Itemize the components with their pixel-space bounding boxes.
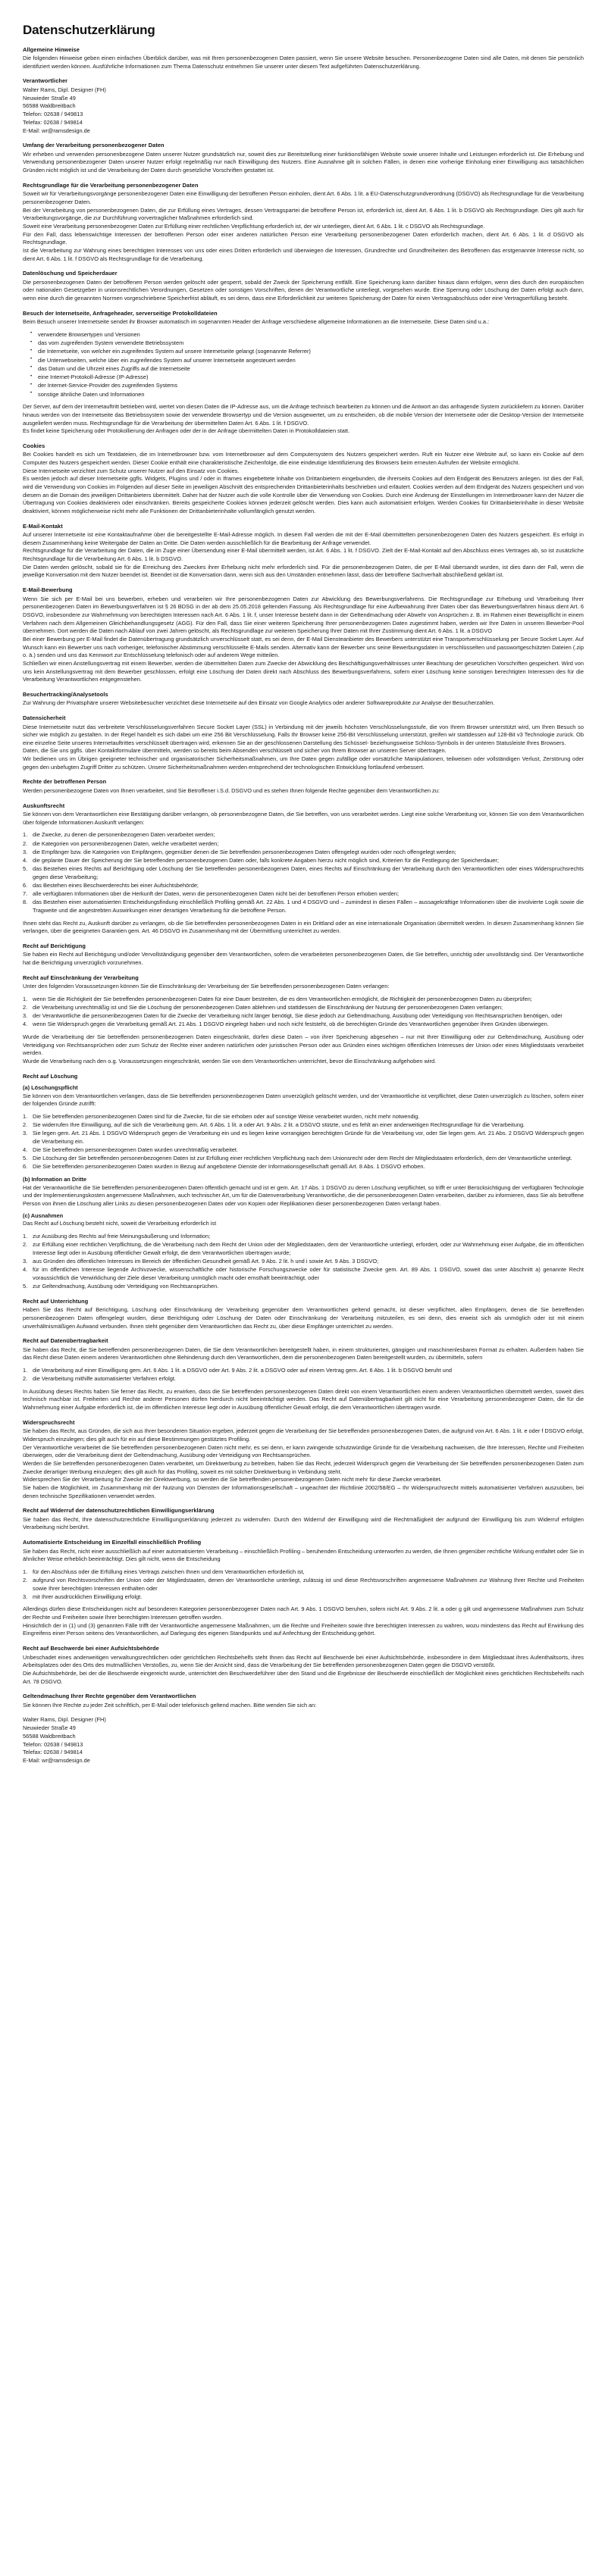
list-item: aus Gründen des öffentlichen Interesses im Bereich der öffentlichen Gesundheit gemäß Art. 9 Abs. 2 lit. h und i sowie Art. 9 Abs. 3 DSGVO; [33,1258,379,1265]
section-heading: Recht auf Einschränkung der Verarbeitung [23,974,139,981]
section-heading: Rechte der betroffenen Person [23,778,107,786]
section-paragraph: Widersprechen Sie der Verarbeitung für Zwecke der Direktwerbung, so werden die Sie betreffenden personenbezogenen Daten nicht mehr für diese Zwecke verarbeitet. [23,1476,442,1483]
section-paragraph: Diese Internetseite nutzt das verbreitete Verschlüsselungsverfahren Secure Socket Layer (SSL) in Verbindung mit der jeweils höchsten Verschlüsselungsstufe, die von Ihrem Browser unterstützt wird, um Ihren Besuch so sicher wie möglich zu gestalten. In der Regel handelt es sich dabei um eine 256 Bit Verschlüsselung. Falls Ihr Browser keine 256-Bit Verschlüsselung unterstützt, greifen wir stattdessen auf 128-Bit v3 Technologie zurück. Ob eine einzelne Seite unseres Internetauftrittes verschlüsselt übertragen wird, erkennen Sie an der geschlossenen Darstellung des Schüssel- beziehungsweise Schloss-Symbols in der unteren Statusleiste Ihres Browsers. [23,723,584,746]
section-paragraph: Sie haben ein Recht auf Berichtigung und/oder Vervollständigung gegenüber dem Verantwortlichen, sofern die verarbeiteten personenbezogenen Daten, die Sie betreffen, unrichtig oder unvollständig sind. Der Verantwortliche hat die Berichtigung unverzüglich vorzunehmen. [23,951,584,966]
section-heading: Datenlöschung und Speicherdauer [23,270,118,277]
responsible-city: 56588 Waldbreitbach [23,102,76,110]
section-beschwerde-aufsicht [23,1645,584,1686]
section-heading: Besuch der Internetseite, Anfrageheader, serverseitige Protokolldateien [23,309,218,317]
section-paragraph: Der Server, auf dem der Internetauftritt betrieben wird, wertet von diesen Daten die IP-Adresse aus, um die Anfrage technisch bearbeiten zu können und die Antwort an das anfragende System zurückliefern zu können. Darüber hinaus werden von der Internetseite das Betriebssystem sowie der verwendete Browsertyp und die Version ausgewertet, um zu entscheiden, ob die mobile Version der Internetseite oder die Desktop-Version der Internetseite ausgeliefert werden muss. Rechtsgrundlage für die Verarbeitung der übermittelten Daten Art. 6 Abs. 1 lit. f DSGVO. [23,403,584,427]
responsible-name: Walter Rams, Dipl. Designer (FH) [23,86,106,93]
section-allgemeine-hinweise [23,46,584,71]
section-paragraph: Sie haben das Recht, Ihre datenschutzrechtliche Einwilligungserklärung jederzeit zu widerrufen. Durch den Widerruf der Einwilligung wird die Rechtmäßigkeit der aufgrund der Einwilligung bis zum Widerruf erfolgten Verarbeitung nicht berührt. [23,1515,584,1531]
list-item: wenn Sie die Richtigkeit der Sie betreffenden personenbezogenen Daten für eine Dauer bestreiten, die es dem Verantwortlichen ermöglicht, die Richtigkeit der personenbezogenen Daten zu überprüfen; [33,995,532,1002]
data-collected-list [23,331,584,399]
section-geltendmachung [23,1693,584,1709]
datenuebertragbarkeit-list [23,1367,584,1383]
contact-city: 56588 Waldbreitbach [23,1732,76,1740]
section-heading: Rechtsgrundlage für die Verarbeitung personenbezogener Daten [23,181,199,189]
section-paragraph: Das Recht auf Löschung besteht nicht, soweit die Verarbeitung erforderlich ist [23,1220,217,1227]
section-paragraph: Daten, die Sie uns ggfls. über Kontaktformulare übermitteln, werden so bereits beim Absenden verschlüsselt und sicher von Ihrem Browser an unseren Server übertragen. [23,747,447,755]
list-item: Sie legen gem. Art. 21 Abs. 1 DSGVO Widerspruch gegen die Verarbeitung ein und es liegen keine vorrangigen berechtigten Gründe für die Verarbeitung vor, oder Sie legen gem. Art. 21 Abs. 2 DSGVO Widerspruch gegen die Verarbeitung ein. [33,1130,584,1146]
list-item: mit Ihrer ausdrücklichen Einwilligung erfolgt. [33,1593,143,1600]
ausnahmen-list [23,1233,584,1291]
subsection-label-ausnahmen: (c) Ausnahmen [23,1211,64,1219]
section-heading: Umfang der Verarbeitung personenbezogener Daten [23,142,165,149]
section-paragraph: Die Daten werden gelöscht, sobald sie für die Erreichung des Zweckes ihrer Erhebung nicht mehr erforderlich sind. Für die personenbezogenen Daten, die per E-Mail übersandt wurden, ist dies dann der Fall, wenn die jeweilige Konversation mit dem Nutzer beendet ist. Beendet ist die Konversation dann, wenn sich aus den Umständen entnehmen lässt, dass der betroffene Sachverhalt abschließend geklärt ist. [23,563,584,579]
page-title: Datenschutzerklärung [23,23,155,37]
section-recht-loeschung [23,1073,584,1291]
section-paragraph: Ihnen steht das Recht zu, Auskunft darüber zu verlangen, ob die Sie betreffenden personenbezogenen Daten in ein Drittland oder an eine internationale Organisation übermittelt werden. In diesem Zusammenhang können Sie verlangen, über die geeigneten Garantien gem. Art. 46 DSGVO im Zusammenhang mit der Übermittlung unterrichtet zu werden. [23,919,584,935]
list-item: • verwendete Browsertypen und Versionen [30,331,584,339]
list-item: das Bestehen eines Rechts auf Berichtigung oder Löschung der Sie betreffenden personenbezogenen Daten, eines Rechts auf Einschränkung der Verarbeitung durch den Verantwortlichen oder eines Widerspruchsrechts gegen diese Verarbeitung; [33,865,584,880]
section-besuchertracking [23,691,584,708]
section-heading: Allgemeine Hinweise [23,45,80,53]
einschraenkung-list [23,996,584,1029]
section-heading: Geltendmachung Ihrer Rechte gegenüber dem Verantwortlichen [23,1693,196,1700]
section-paragraph: Für den Fall, dass lebenswichtige Interessen der betroffenen Person oder einer anderen natürlichen Person eine Verarbeitung personenbezogener Daten erforderlich machen, dient Art. 6 Abs. 1 lit. d DSGVO als Rechtsgrundlage. [23,230,584,246]
subsection-label-loeschungspflicht: (a) Löschungspflicht [23,1084,78,1092]
section-cookies [23,442,584,516]
section-paragraph: Wir bedienen uns im Übrigen geeigneter technischer und organisatorischer Sicherheitsmaßnahmen, um Ihre Daten gegen zufällige oder vorsätzliche Manipulationen, teilweisen oder vollständigen Verlust, Zerstörung oder gegen den unbefugten Zugriff Dritter zu schützen. Unsere Sicherheitsmaßnahmen werden entsprechend der technologischen Entwicklung fortlaufend verbessert. [23,755,584,771]
list-item: zur Ausübung des Rechts auf freie Meinungsäußerung und Information; [33,1233,211,1240]
section-heading: Datensicherheit [23,714,66,721]
contact-name: Walter Rams, Dipl. Designer (FH) [23,1716,106,1724]
section-automatisierte-entscheidung [23,1539,584,1638]
section-paragraph: In Ausübung dieses Rechts haben Sie ferner das Recht, zu erwirken, dass die Sie betreffenden personenbezogenen Daten direkt von einem Verantwortlichen einem anderen Verantwortlichen übermittelt werden, soweit dies technisch machbar ist. Freiheiten und Rechte anderer Personen dürfen hierdurch nicht beeinträchtigt werden. Das Recht auf Datenübertragbarkeit gilt nicht für eine Verarbeitung personenbezogener Daten, die für die Wahrnehmung einer Aufgabe erforderlich ist, die im öffentlichen Interesse liegt oder in Ausübung öffentlicher Gewalt erfolgt, die dem Verantwortlichen übertragen wurde. [23,1387,584,1411]
section-paragraph: Sie können von dem Verantwortlichen verlangen, dass die Sie betreffenden personenbezogenen Daten unverzüglich gelöscht werden, und der Verantwortliche ist verpflichtet, diese Daten unverzüglich zu löschen, sofern einer der folgenden Gründe zutrifft: [23,1092,584,1108]
list-item: • das vom zugreifenden System verwendete Betriebssystem [30,339,584,348]
section-email-bewerbung [23,586,584,684]
list-item: Sie widerrufen Ihre Einwilligung, auf die sich die Verarbeitung gem. Art. 6 Abs. 1 lit. a oder Art. 9 Abs. 2 lit. a DSGVO stützte, und es fehlt an einer anderweitigen Rechtsgrundlage für die Verarbeitung. [33,1121,525,1129]
section-paragraph: Wurde die Verarbeitung der Sie betreffenden personenbezogenen Daten eingeschränkt, dürfen diese Daten – von ihrer Speicherung abgesehen – nur mit Ihrer Einwilligung oder zur Geltendmachung, Ausübung oder Verteidigung von Rechtsansprüchen oder zum Schutz der Rechte einer anderen natürlichen oder juristischen Person oder aus Gründen eines wichtigen öffentlichen Interesses der Union oder eines Mitgliedstaats verarbeitet werden. [23,1033,584,1057]
contact-street: Neuwieder Straße 49 [23,1724,76,1732]
list-item: die Empfänger bzw. die Kategorien von Empfängern, gegenüber denen die Sie betreffenden personenbezogenen Daten offengelegt wurden oder noch offengelegt werden; [33,848,456,855]
section-verantwortlicher [23,77,584,135]
responsible-email[interactable]: E-Mail: wr@ramsdesign.de [23,127,90,134]
section-heading: Recht auf Widerruf der datenschutzrechtlichen Einwilligungserklärung [23,1507,215,1515]
section-paragraph: Es werden jedoch auf dieser Internetseite ggfls. Widgets, Plugins und / oder in Iframes eingebettete Inhalte von Drittanbietern eingebunden, die ihrerseits Cookies auf dem Endgerät des Benutzers anlegen. Ist dies der Fall, wird die Verwendung von Cookies im Folgenden auf dieser Seite im jeweiligen Abschnitt des entsprechenden Drittanbieterinhalts beschrieben und erläutert. Cookies werden auf dem Endgerät des Nutzers gespeichert und von diesem an die Domain des jeweiligen Drittanbieters übermittelt. Daher hat der Nutzer auch die volle Kontrolle über die Verwendung von Cookies. Durch eine Änderung der Einstellungen im Internetbrowser kann der Nutzer die Übertragung von Cookies deaktivieren oder einschränken. Bereits gespeicherte Cookies können jederzeit gelöscht werden. Dies kann auch automatisiert erfolgen. Werden Cookies für Drittanbieterinhalte in dieser Website deaktiviert, können möglicherweise nicht mehr alle Funktionen der Drittanbieterinhalte vollumfänglich genutzt werden. [23,475,584,514]
section-paragraph: Bei einer Bewerbung per E-Mail findet die Datenübertragung grundsätzlich unverschlüsselt statt, es sei denn, der E-Mail Diensteanbieter des Bewerbers unterstützt eine Transportverschlüsselung per Secure Socket Layer. Auf Wunsch kann ein Bewerber uns nach vorheriger, telefonischer Abstimmung verschlüsselte E-Mails senden. Alternativ kann der Bewerber uns seine Bewerbungsdaten in verschlüsselten und passwortgeschützten Dateien (.zip o. ä.) senden und uns das Kennwort zur Entschlüsselung telefonisch oder auf anderem Wege mitteilen. [23,635,584,659]
section-widerruf-einwilligung [23,1507,584,1532]
section-auskunftsrecht [23,802,584,936]
list-item: die Verarbeitung auf einer Einwilligung gem. Art. 6 Abs. 1 lit. a DSGVO oder Art. 9 Abs. 2 lit. a DSGVO oder auf einem Vertrag gem. Art. 6 Abs. 1 lit. b DSGVO beruht und [33,1366,452,1374]
section-heading: Recht auf Beschwerde bei einer Aufsichtsbehörde [23,1645,159,1652]
responsible-street: Neuwieder Straße 49 [23,94,76,102]
section-datensicherheit [23,714,584,771]
list-item: für im öffentlichen Interesse liegende Archivzwecke, wissenschaftliche oder historische Forschungszwecke oder für statistische Zwecke gem. Art. 89 Abs. 1 DSGVO, soweit das unter Abschnitt a) genannte Recht voraussichtlich die Verwirklichung der Ziele dieser Verarbeitung unmöglich macht oder ernsthaft beeinträchtigt, oder [33,1266,584,1281]
automatisierte-entscheidung-list [23,1568,584,1602]
list-item: der Verantwortliche die personenbezogenen Daten für die Zwecke der Verarbeitung nicht länger benötigt, Sie diese jedoch zur Geltendmachung, Ausübung oder Verteidigung von Rechtsansprüchen benötigen, oder [33,1012,563,1020]
section-heading: E-Mail-Bewerbung [23,586,73,594]
section-paragraph: Sie können Ihre Rechte zu jeder Zeit schriftlich, per E-Mail oder telefonisch geltend machen. Bitte wenden Sie sich an: [23,1701,317,1708]
list-item: das Bestehen einer automatisierten Entscheidungsfindung einschließlich Profiling gemäß Art. 22 Abs. 1 und 4 DSGVO und – zumindest in diesen Fällen – aussagekräftige Informationen über die involvierte Logik sowie die Tragweite und die angestrebten Auswirkungen einer derartigen Verarbeitung für die betroffene Person. [33,899,584,914]
section-heading: Recht auf Löschung [23,1072,78,1080]
section-paragraph: Die Aufsichtsbehörde, bei der die Beschwerde eingereicht wurde, unterrichtet den Beschwerdeführer über den Stand und die Ergebnisse der Beschwerde einschließlich der Möglichkeit eines gerichtlichen Rechtsbehelfs nach Art. 78 DSGVO. [23,1669,584,1685]
loeschungspflicht-list [23,1113,584,1171]
list-item: das Bestehen eines Beschwerderechts bei einer Aufsichtsbehörde; [33,881,199,889]
list-item: die Verarbeitung mithilfe automatisierter Verfahren erfolgt. [33,1375,176,1383]
section-heading: Automatisierte Entscheidung im Einzelfall einschließlich Profiling [23,1539,202,1546]
list-item: zur Geltendmachung, Ausübung oder Verteidigung von Rechtsansprüchen. [33,1283,219,1290]
list-item: wenn Sie Widerspruch gegen die Verarbeitung gemäß Art. 21 Abs. 1 DSGVO eingelegt haben und noch nicht feststeht, ob die berechtigten Gründe des Verantwortlichen gegenüber Ihren Gründen überwiegen. [33,1021,549,1028]
section-paragraph: Diese Internetseite verzichtet zum Schutz unserer Nutzer auf den Einsatz von Cookies. [23,467,240,474]
section-rechtsgrundlage [23,182,584,263]
list-item: Die Löschung der Sie betreffenden personenbezogenen Daten ist zur Erfüllung einer rechtlichen Verpflichtung nach dem Unionsrecht oder dem Recht der Mitgliedstaaten erforderlich, dem der Verantwortliche unterliegt. [33,1155,572,1162]
section-paragraph: Werden personenbezogene Daten von Ihnen verarbeitet, sind Sie Betroffener i.S.d. DSGVO und es stehen Ihnen folgende Rechte gegenüber dem Verantwortlichen zu: [23,786,440,794]
section-heading: Recht auf Unterrichtung [23,1297,89,1305]
section-paragraph: Wenn Sie sich per E-Mail bei uns bewerben, erheben und verarbeiten wir Ihre personenbezogenen Daten zur Abwicklung des Bewerbungsverfahrens. Die Rechtsgrundlage zur Erhebung und Verarbeitung Ihrer personenbezogenen Daten im Bewerbungsverfahren ist § 26 BDSG in der ab dem 25.05.2018 geltenden Fassung. Als Rechtsgrundlage für eine Aufbewahrung Ihrer Daten über das Bewerbungsverfahren hinaus dient Art. 6 DSGVO, insbesondere zur Wahrnehmung von berechtigten Interessen nach Art. 6 Abs. 1 lit. f, unser Interesse besteht dann in der Geltendmachung oder Abwehr von Ansprüchen z. B. im Rahmen einer Beweispflicht in einem Verfahren nach dem Allgemeinen Gleichbehandlungsgesetz (AGG). Für den Fall, dass Sie einer weiteren Speicherung Ihrer personenbezogenen Daten zugestimmt haben, werden wir Ihre Daten in unseren Bewerber-Pool übernehmen. Dort werden die Daten nach Ablauf von zwei Jahren gelöscht, als Rechtsgrundlage zur weiteren Speicherung Ihrer Daten mit Ihrer Zustimmung dient Art. 6 Abs. 1 lit. a DSGVO [23,595,584,635]
list-item: alle verfügbaren Informationen über die Herkunft der Daten, wenn die personenbezogenen Daten nicht bei der betroffenen Person erhoben werden; [33,890,400,898]
list-item: • die Unterwebseiten, welche über ein zugreifendes System auf unserer Internetseite angesteuert werden [30,357,584,365]
section-paragraph: Soweit wir für Verarbeitungsvorgänge personenbezogener Daten eine Einwilligung der betroffenen Person einholen, dient Art. 6 Abs. 1 lit. a EU-Datenschutzgrundverordnung (DSGVO) als Rechtsgrundlage für die Verarbeitung personenbezogener Daten. [23,190,584,205]
section-heading: E-Mail-Kontakt [23,522,63,530]
list-item: zur Erfüllung einer rechtlichen Verpflichtung, die die Verarbeitung nach dem Recht der Union oder der Mitgliedstaaten, dem der Verantwortliche unterliegt, erfordert, oder zur Wahrnehmung einer Aufgabe, die im öffentlichen Interesse liegt oder in Ausübung öffentlicher Gewalt erfolgt, die dem Verantwortlichen übertragen wurde; [33,1241,584,1256]
section-paragraph: Beim Besuch unserer Internetseite sendet ihr Browser automatisch im sogenannten Header der Anfrage verschiedene allgemeine Informationen an die Internetseite. Diese Daten sind u.a.: [23,318,490,326]
section-paragraph: Zur Wahrung der Privatsphäre unserer Websitebesucher verzichtet diese Internetseite auf den Einsatz von Google Analytics oder anderer Softwareprodukte zur Analyse der Besucherzahlen. [23,699,495,707]
section-recht-einschraenkung [23,974,584,1066]
section-recht-datenuebertragbarkeit [23,1337,584,1412]
section-heading: Widerspruchsrecht [23,1418,75,1426]
section-rechte-betroffene [23,778,584,795]
section-heading: Verantwortlicher [23,77,68,85]
subsection-label-information-dritte: (b) Information an Dritte [23,1176,87,1183]
section-paragraph: Rechtsgrundlage für die Verarbeitung der Daten, die im Zuge einer Übersendung einer E-Mail übermittelt werden, ist Art. 6 Abs. 1 lit. f DSGVO. Zielt der E-Mail-Kontakt auf den Abschluss eines Vertrages ab, so ist zusätzliche Rechtsgrundlage für die Verarbeitung Art. 6 Abs. 1 lit. b DSGVO. [23,547,584,563]
section-paragraph: Soweit eine Verarbeitung personenbezogener Daten zur Erfüllung einer rechtlichen Verpflichtung erforderlich ist, der wir unterliegen, dient Art. 6 Abs. 1 lit. c DSGVO als Rechtsgrundlage. [23,222,485,230]
section-heading: Recht auf Datenübertragbarkeit [23,1337,108,1345]
list-item: • eine Internet-Protokoll-Adresse (IP-Adresse) [30,374,584,382]
section-paragraph: Haben Sie das Recht auf Berichtigung, Löschung oder Einschränkung der Verarbeitung gegenüber dem Verantwortlichen geltend gemacht, ist dieser verpflichtet, allen Empfängern, denen die Sie betreffenden personenbezogenen Daten offengelegt wurden, diese Berichtigung oder Löschung der Daten oder Einschränkung der Verarbeitung mitzuteilen, es sei denn, dies erweist sich als unmöglich oder ist mit einem unverhältnismäßigen Aufwand verbunden. Ihnen steht gegenüber dem Verantwortlichen das Recht zu, über diese Empfänger unterrichtet zu werden. [23,1306,584,1330]
section-paragraph: Bei der Verarbeitung von personenbezogenen Daten, die zur Erfüllung eines Vertrages, dessen Vertragspartei die betroffene Person ist, erforderlich ist, dient Art. 6 Abs. 1 lit. b DSGVO als Rechtsgrundlage. Dies gilt auch für Verarbeitungsvorgänge, die zur Durchführung vorvertraglicher Maßnahmen erforderlich sind. [23,206,584,222]
list-item: Die Sie betreffenden personenbezogenen Daten sind für die Zwecke, für die sie erhoben oder auf sonstige Weise verarbeitet wurden, nicht mehr notwendig. [33,1113,420,1121]
section-paragraph: Wir erheben und verwenden personenbezogene Daten unserer Nutzer grundsätzlich nur, soweit dies zur Bereitstellung einer funktionsfähigen Website sowie unserer Inhalte und Leistungen erforderlich ist. Die Erhebung und Verwendung personenbezogener Daten unserer Nutzer erfolgt regelmäßig nur nach Einwilligung des Nutzers. Eine Ausnahme gilt in solchen Fällen, in denen eine vorherige Einholung einer Einwilligung aus tatsächlichen Gründen nicht möglich ist und die Verarbeitung der Daten durch gesetzliche Vorschriften gestattet ist. [23,150,584,174]
responsible-phone: Telefon: 02638 / 949813 [23,111,83,118]
section-paragraph: Hat der Verantwortliche die Sie betreffenden personenbezogenen Daten öffentlich gemacht und ist er gem. Art. 17 Abs. 1 DSGVO zu deren Löschung verpflichtet, so trifft er unter Berücksichtigung der verfügbaren Technologie und der Implementierungskosten angemessene Maßnahmen, auch technischer Art, um für die Datenverarbeitung Verantwortliche, die die personenbezogenen Daten verarbeiten, darüber zu informieren, dass Sie als betroffene Person von ihnen die Löschung aller Links zu diesen personenbezogenen Daten oder von Kopien oder Replikationen dieser personenbezogenen Daten verlangt haben. [23,1183,584,1208]
section-paragraph: Ist die Verarbeitung zur Wahrung eines berechtigten Interesses von uns oder eines Dritten erforderlich und überwiegen die Interessen, Grundrechte und Grundfreiheiten des Betroffenen das erstgenannte Interesse nicht, so dient Art. 6 Abs. 1 lit. f DSGVO als Rechtsgrundlage für die Verarbeitung. [23,246,584,262]
section-widerspruchsrecht [23,1419,584,1500]
section-recht-unterrichtung [23,1298,584,1330]
list-item: • die Internetseite, von welcher ein zugreifendes System auf unsere Internetseite gelangt (sogenannte Referrer) [30,348,584,356]
list-item: • sonstige ähnliche Daten und Informationen [30,391,584,399]
auskunftsrecht-list [23,831,584,914]
list-item: die Kategorien von personenbezogenen Daten, welche verarbeitet werden; [33,839,219,847]
contact-phone: Telefon: 02638 / 949813 [23,1740,83,1748]
list-item: die Verarbeitung unrechtmäßig ist und Sie die Löschung der personenbezogenen Daten ablehnen und stattdessen die Einschränkung der Nutzung der personenbezogenen Daten verlangen; [33,1003,503,1011]
section-paragraph: Sie haben die Möglichkeit, im Zusammenhang mit der Nutzung von Diensten der Informationsgesellschaft – ungeachtet der Richtlinie 2002/58/EG – Ihr Widerspruchsrecht mittels automatisierter Verfahren auszuüben, bei denen technische Spezifikationen verwendet werden. [23,1483,584,1499]
section-paragraph: Die personenbezogenen Daten der betroffenen Person werden gelöscht oder gesperrt, sobald der Zweck der Speicherung entfällt. Eine Speicherung kann darüber hinaus dann erfolgen, wenn dies durch den europäischen oder nationalen Gesetzgeber in unionsrechtlichen Verordnungen, Gesetzen oder sonstigen Vorschriften, denen der Verantwortliche unterliegt, vorgesehen wurde. Eine Sperrung oder Löschung der Daten erfolgt auch dann, wenn eine durch die genannten Normen vorgeschriebene Speicherfrist abläuft, es sei denn, dass eine Erforderlichkeit zur weiteren Speicherung der Daten für einen Vertragsabschluss oder eine Vertragserfüllung besteht. [23,278,584,302]
section-paragraph: Bei Cookies handelt es sich um Textdateien, die im Internetbrowser bzw. vom Internetbrowser auf dem Computersystem des Nutzers gespeichert werden. Ruft ein Nutzer eine Website auf, so kann ein Cookie auf dem Computer des Nutzers gespeichert werden. Dieser Cookie enthält eine charakteristische Zeichenfolge, die eine eindeutige Identifizierung des Browsers beim erneuten Aufrufen der Website ermöglicht. [23,451,584,467]
section-paragraph: Unter den folgenden Voraussetzungen können Sie die Einschränkung der Verarbeitung der Sie betreffenden personenbezogenen Daten verlangen: [23,983,390,990]
list-item: aufgrund von Rechtsvorschriften der Union oder der Mitgliedstaaten, denen der Verantwortliche unterliegt, zulässig ist und diese Rechtsvorschriften angemessene Maßnahmen zur Wahrung Ihrer Rechte und Freiheiten sowie Ihrer berechtigten Interessen enthalten oder [33,1577,584,1592]
section-paragraph: Die folgenden Hinweise geben einen einfachen Überblick darüber, was mit Ihren personenbezogenen Daten passiert, wenn Sie unsere Website besuchen. Personenbezogene Daten sind alle Daten, mit denen Sie persönlich identifiziert werden können. Ausführliche Informationen zum Thema Datenschutz entnehmen Sie unserer unter diesem Text aufgeführten Datenschutzerklärung. [23,55,584,70]
contact-block-footer [23,1716,584,1765]
list-item: die Zwecke, zu denen die personenbezogenen Daten verarbeitet werden; [33,831,215,839]
section-paragraph: Sie haben das Recht, nicht einer ausschließlich auf einer automatisierten Verarbeitung – einschließlich Profiling – beruhenden Entscheidung unterworfen zu werden, die Ihnen gegenüber rechtliche Wirkung entfaltet oder Sie in ähnlicher Weise erheblich beeinträchtigt. Dies gilt nicht, wenn die Entscheidung [23,1547,584,1563]
list-item: • der Internet-Service-Provider des zugreifenden Systems [30,382,584,390]
section-paragraph: Unbeschadet eines anderweitigen verwaltungsrechtlichen oder gerichtlichen Rechtsbehelfs steht Ihnen das Recht auf Beschwerde bei einer Aufsichtsbehörde, insbesondere in dem Mitgliedstaat ihres Aufenthaltsorts, ihres Arbeitsplatzes oder des Orts des mutmaßlichen Verstoßes, zu, wenn Sie der Ansicht sind, dass die Verarbeitung der Sie betreffenden personenbezogenen Daten gegen die DSGVO verstößt. [23,1653,584,1669]
list-item: für den Abschluss oder die Erfüllung eines Vertrags zwischen Ihnen und dem Verantwortlichen erforderlich ist, [33,1568,305,1575]
section-paragraph: Sie haben das Recht, die Sie betreffenden personenbezogenen Daten, die Sie dem Verantwortlichen bereitgestellt haben, in einem strukturierten, gängigen und maschinenlesbaren Format zu erhalten. Außerdem haben Sie das Recht diese Daten einem anderen Verantwortlichen ohne Behinderung durch den Verantwortlichen, dem die personenbezogenen Daten bereitgestellt wurden, zu übermitteln, sofern [23,1346,584,1361]
section-paragraph: Hinsichtlich der in (1) und (3) genannten Fälle trifft der Verantwortliche angemessene Maßnahmen, um die Rechte und Freiheiten sowie Ihre berechtigten Interessen zu wahren, wozu mindestens das Recht auf Erwirkung des Eingreifens einer Person seitens des Verantwortlichen, auf Darlegung des eigenen Standpunkts und auf Anfechtung der Entscheidung gehört. [23,1621,584,1637]
section-datenloeschung [23,270,584,302]
section-heading: Cookies [23,442,45,449]
list-item: Die Sie betreffenden personenbezogenen Daten wurden unrechtmäßig verarbeitet. [33,1146,239,1154]
section-besuch-internetseite [23,310,584,436]
section-heading: Recht auf Berichtigung [23,942,86,949]
list-item: • das Datum und die Uhrzeit eines Zugriffs auf die Internetseite [30,365,584,374]
section-paragraph: Sie können von dem Verantwortlichen eine Bestätigung darüber verlangen, ob personenbezogene Daten, die Sie betreffen, von uns verarbeitet werden. Liegt eine solche Verarbeitung vor, können Sie von dem Verantwortlichen über folgende Informationen Auskunft verlangen: [23,811,584,826]
list-item: die geplante Dauer der Speicherung der Sie betreffenden personenbezogenen Daten oder, falls konkrete Angaben hierzu nicht möglich sind, Kriterien für die Festlegung der Speicherdauer; [33,856,499,864]
section-paragraph: Auf unserer Internetseite ist eine Kontaktaufnahme über die bereitgestellte E-Mail-Adresse möglich. In diesem Fall werden die mit der E-Mail übermittelten personenbezogenen Daten des Nutzers gespeichert. Es erfolgt in diesem Zusammenhang keine Weitergabe der Daten an Dritte. Die Daten werden ausschließlich für die Bearbeitung der Anfrage verwendet. [23,531,584,546]
section-paragraph: Allerdings dürfen diese Entscheidungen nicht auf besonderen Kategorien personenbezogener Daten nach Art. 9 Abs. 1 DSGVO beruhen, sofern nicht Art. 9 Abs. 2 lit. a oder g gilt und angemessene Maßnahmen zum Schutz der Rechte und Freiheiten sowie Ihrer berechtigten Interessen getroffen wurden. [23,1605,584,1621]
contact-email[interactable]: E-Mail: wr@ramsdesign.de [23,1757,90,1765]
section-heading: Auskunftsrecht [23,802,65,809]
section-paragraph: Werden die Sie betreffenden personenbezogenen Daten verarbeitet, um Direktwerbung zu betreiben, haben Sie das Recht, jederzeit Widerspruch gegen die Verarbeitung der Sie betreffenden personenbezogenen Daten zum Zwecke derartiger Werbung einzulegen; dies gilt auch für das Profiling, soweit es mit solcher Direktwerbung in Verbindung steht. [23,1459,584,1475]
section-paragraph: Sie haben das Recht, aus Gründen, die sich aus Ihrer besonderen Situation ergeben, jederzeit gegen die Verarbeitung der Sie betreffenden personenbezogenen Daten, die aufgrund von Art. 6 Abs. 1 lit. e oder f DSGVO erfolgt, Widerspruch einzulegen; dies gilt auch für ein auf diese Bestimmungen gestütztes Profiling. [23,1427,584,1443]
section-paragraph: Schließen wir einen Anstellungsvertrag mit einem Bewerber, werden die übermittelten Daten zum Zwecke der Abwicklung des Beschäftigungsverhältnisses unter Beachtung der gesetzlichen Vorschriften gespeichert. Wird von uns kein Anstellungsvertrag mit dem Bewerber geschlossen, erfolgt eine Löschung der Daten direkt nach Abschluss des Bewerbungsverfahrens, sofern einer Löschung keine sonstigen berechtigten Interessen des für die Verarbeitung Verantwortlichen entgegenstehen. [23,659,584,683]
section-paragraph: Der Verantwortliche verarbeitet die Sie betreffenden personenbezogenen Daten nicht mehr, es sei denn, er kann zwingende schutzwürdige Gründe für die Verarbeitung nachweisen, die Ihre Interessen, Rechte und Freiheiten überwiegen, oder die Verarbeitung dient der Geltendmachung, Ausübung oder Verteidigung von Rechtsansprüchen. [23,1443,584,1459]
section-paragraph: Wurde die Verarbeitung nach den o.g. Voraussetzungen eingeschränkt, werden Sie von dem Verantwortlichen unterrichtet, bevor die Einschränkung aufgehoben wird. [23,1057,437,1064]
section-recht-berichtigung [23,943,584,968]
section-email-kontakt [23,523,584,580]
responsible-fax: Telefax: 02638 / 949814 [23,118,83,126]
section-paragraph: Es findet keine Speicherung oder Protokollierung der Anfragen oder der in der Anfrage übermittelten Daten in Protokolldateien statt. [23,427,350,435]
section-umfang-verarbeitung [23,142,584,174]
list-item: Die Sie betreffenden personenbezogenen Daten wurden in Bezug auf angebotene Dienste der Informationsgesellschaft gemäß Art. 8 Abs. 1 DSGVO erhoben. [33,1163,425,1171]
contact-fax: Telefax: 02638 / 949814 [23,1749,83,1756]
section-heading: Besuchertracking/Analysetools [23,690,108,698]
